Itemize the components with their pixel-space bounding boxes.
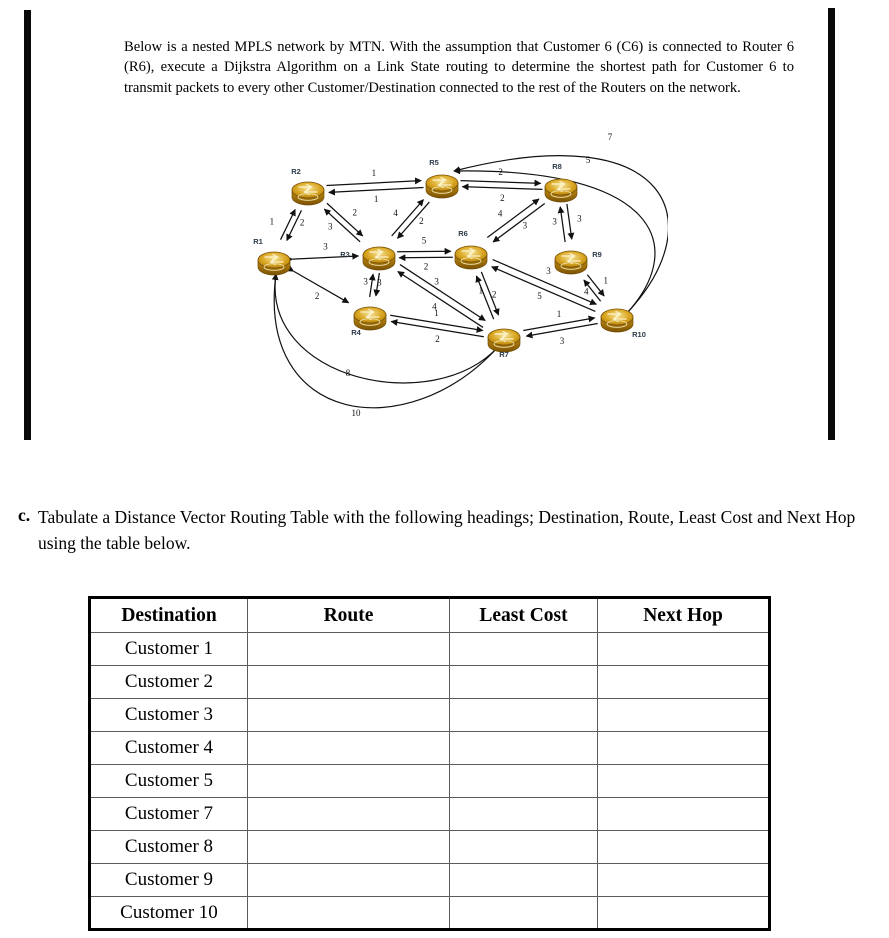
mpls-network-diagram [228,128,668,438]
graph-curved-edge-r7-r1 [275,274,498,383]
cell-next-hop[interactable] [598,798,770,831]
curved-edge-weight-label: 10 [351,408,361,418]
router-node-r7[interactable] [488,329,520,352]
cell-next-hop[interactable] [598,765,770,798]
graph-edge-r1-r4 [294,271,349,303]
edge-weight-label: 3 [577,213,582,224]
edge-weight-label: 1 [373,193,379,204]
edge-weight-label: 1 [478,285,484,296]
graph-edge-r5-r8 [461,181,541,184]
cell-next-hop[interactable] [598,897,770,930]
cell-destination: Customer 9 [90,864,248,897]
header-next-hop: Next Hop [598,598,770,633]
cell-least-cost[interactable] [450,765,598,798]
cell-least-cost[interactable] [450,732,598,765]
graph-edge-r6-r8 [487,199,539,237]
table-row [90,831,770,864]
graph-edge-layer [274,156,668,408]
header-route: Route [248,598,450,633]
cell-next-hop[interactable] [598,699,770,732]
edge-weight-label: 5 [421,235,427,246]
part-c-marker: c. [18,505,31,525]
edge-weight-label: 1 [371,168,377,179]
router-label-r3: R3 [340,250,350,259]
router-node-r3[interactable] [363,247,395,270]
edge-weight-label: 4 [393,207,398,218]
cell-route[interactable] [248,633,450,666]
cell-destination: Customer 2 [90,666,248,699]
cell-least-cost[interactable] [450,798,598,831]
cell-destination: Customer 5 [90,765,248,798]
edge-weight-label: 3 [377,277,382,288]
cell-least-cost[interactable] [450,633,598,666]
distance-vector-routing-table [88,596,771,931]
router-label-r8: R8 [552,162,562,171]
graph-edge-r3-r6 [397,251,451,252]
edge-weight-label: 1 [269,216,275,227]
edge-weight-label: 3 [327,221,333,232]
edge-weight-label: 4 [497,208,503,219]
cell-destination: Customer 3 [90,699,248,732]
edge-weight-label: 1 [603,275,608,286]
router-node-r5[interactable] [426,175,458,198]
edge-weight-label: 1 [434,307,439,318]
curved-edge-weight-label: 7 [607,132,613,142]
edge-weight-label: 3 [434,276,439,287]
table-row [90,732,770,765]
edge-weight-label: 1 [556,309,562,320]
edge-weight-label: 3 [552,216,557,227]
graph-edge-r7-r10 [523,318,594,331]
cell-route[interactable] [248,798,450,831]
graph-edge-r5-r3 [398,202,430,238]
cell-next-hop[interactable] [598,633,770,666]
router-label-r10: R10 [632,330,646,339]
scan-artifact-left-bar [24,10,31,440]
cell-next-hop[interactable] [598,666,770,699]
table-row [90,666,770,699]
cell-route[interactable] [248,831,450,864]
network-graph-svg [228,128,668,438]
distance-vector-table-wrapper [88,596,768,931]
graph-label-layer [253,132,646,418]
router-label-r1: R1 [253,237,263,246]
graph-edge-r2-r5 [326,181,421,186]
graph-edge-r6-r3 [399,257,453,258]
table-row [90,864,770,897]
edge-weight-label: 3 [546,265,551,276]
graph-curved-edge-r7-r1 [274,274,498,408]
table-row [90,897,770,930]
graph-edge-r4-r3 [370,274,373,297]
part-c-text: Tabulate a Distance Vector Routing Table with the following headings; Destination, Route, Least Cost and Next Hop using the table below. [38,507,856,553]
edge-weight-label: 2 [299,217,305,228]
edge-weight-label: 2 [498,166,503,177]
edge-weight-label: 3 [522,220,528,231]
table-row [90,765,770,798]
edge-weight-label: 3 [559,335,565,346]
cell-destination: Customer 10 [90,897,248,930]
scan-artifact-right-bar [828,8,835,440]
graph-edge-r9-r8 [560,207,565,242]
table-row [90,699,770,732]
graph-edge-r1-r2 [281,209,296,239]
edge-weight-label: 2 [435,334,440,345]
cell-destination: Customer 4 [90,732,248,765]
router-label-r9: R9 [592,250,602,259]
graph-edge-r9-r10 [587,275,604,296]
cell-least-cost[interactable] [450,699,598,732]
cell-route[interactable] [248,897,450,930]
edge-weight-label: 2 [314,291,320,302]
cell-route[interactable] [248,666,450,699]
edge-weight-label: 2 [491,289,497,300]
router-label-r6: R6 [458,229,468,238]
cell-destination: Customer 8 [90,831,248,864]
cell-route[interactable] [248,699,450,732]
question-part-c [10,505,889,556]
graph-edge-r10-r6 [492,267,596,312]
edge-weight-label: 3 [363,276,368,287]
router-node-r10[interactable] [601,309,633,332]
graph-edge-r5-r2 [329,187,424,192]
cell-least-cost[interactable] [450,831,598,864]
graph-edge-r3-r7 [400,265,485,321]
cell-route[interactable] [248,732,450,765]
question-intro-paragraph: Below is a nested MPLS network by MTN. With the assumption that Customer 6 (C6) is connected to Router 6 (R6), execute a Dijkstra Algorithm on a Link State routing to determine the shortest path for Customer 6 to transmit packets to every other Customer/Destination connected to the rest of the Routers on the network. [124,38,794,96]
router-label-r2: R2 [291,167,301,176]
edge-weight-label: 2 [352,207,358,218]
curved-edge-weight-label: 5 [585,155,591,165]
edge-weight-label: 4 [432,301,437,312]
cell-least-cost[interactable] [450,864,598,897]
curved-edge-weight-label: 8 [345,368,351,378]
table-head [90,598,770,633]
cell-route[interactable] [248,864,450,897]
router-node-r6[interactable] [455,246,487,269]
edge-weight-label: 5 [537,291,542,302]
table-row [90,798,770,831]
edge-weight-label: 2 [500,193,505,204]
router-node-r4[interactable] [354,307,386,330]
table-row [90,633,770,666]
router-label-r4: R4 [351,328,361,337]
router-node-r9[interactable] [555,251,587,274]
cell-next-hop[interactable] [598,864,770,897]
router-node-r2[interactable] [292,182,324,205]
graph-edge-r8-r9 [567,204,572,239]
cell-least-cost[interactable] [450,666,598,699]
graph-edge-r10-r7 [526,323,597,336]
router-node-r1[interactable] [258,252,290,275]
cell-destination: Customer 7 [90,798,248,831]
header-least-cost: Least Cost [450,598,598,633]
router-node-r8[interactable] [545,179,577,202]
cell-route[interactable] [248,765,450,798]
edge-weight-label: 4 [584,286,589,297]
edge-weight-label: 2 [423,261,429,272]
cell-next-hop[interactable] [598,732,770,765]
edge-weight-label: 3 [323,241,328,252]
table-header-row [90,598,770,633]
router-label-r5: R5 [429,158,439,167]
graph-node-layer [258,175,633,352]
table-body [90,633,770,930]
cell-least-cost[interactable] [450,897,598,930]
router-label-r7: R7 [499,350,509,359]
header-destination: Destination [90,598,248,633]
graph-edge-r8-r5 [462,187,542,190]
edge-weight-label: 2 [419,216,424,227]
cell-destination: Customer 1 [90,633,248,666]
cell-next-hop[interactable] [598,831,770,864]
